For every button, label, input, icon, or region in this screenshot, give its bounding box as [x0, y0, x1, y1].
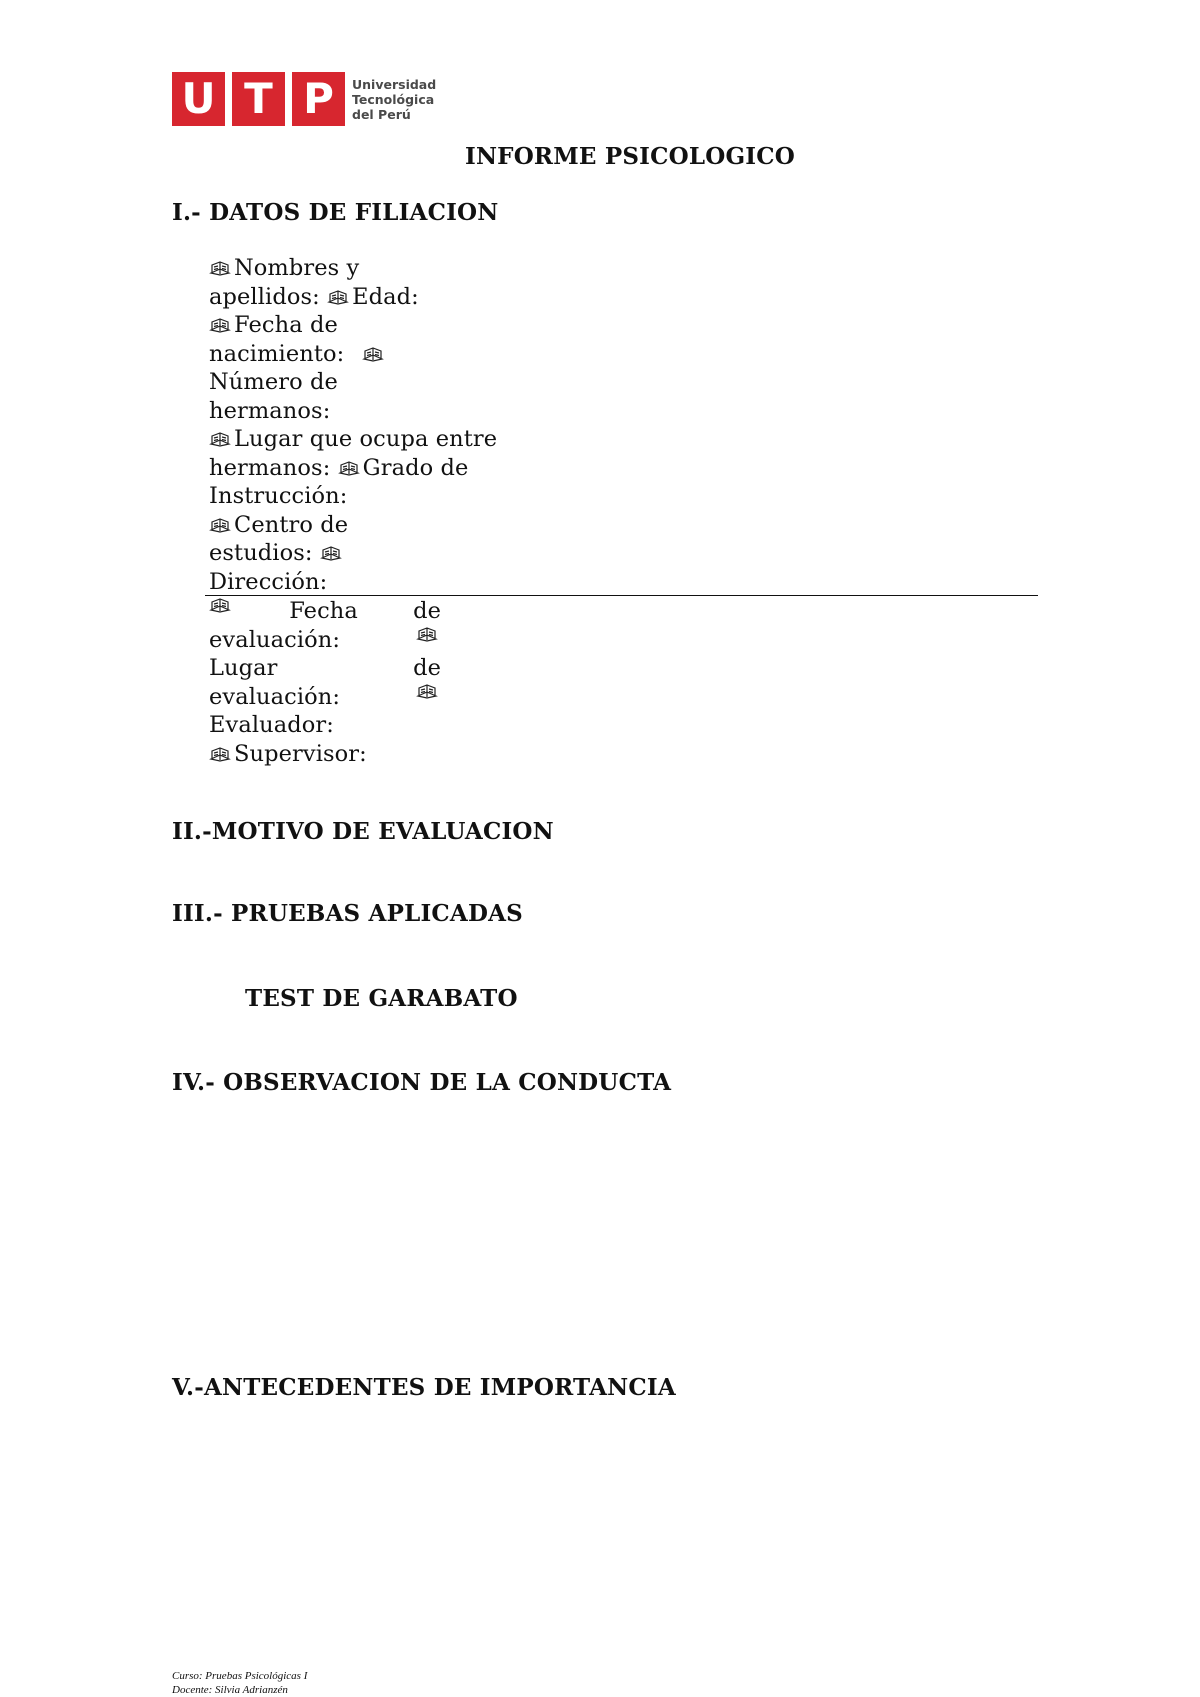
list-line	[209, 711, 529, 740]
book-bullet-icon	[209, 317, 231, 333]
book-bullet-icon	[209, 260, 231, 276]
field-label-de: de	[413, 598, 441, 624]
list-line	[209, 482, 529, 511]
field-label-estudios: estudios:	[209, 540, 313, 566]
list-line	[209, 597, 441, 626]
field-label-grado: Grado de	[362, 454, 469, 481]
list-line	[209, 568, 529, 597]
list-line	[209, 626, 441, 655]
book-bullet-icon	[416, 626, 438, 642]
field-label-evaluacion: evaluación:	[209, 626, 341, 653]
list-line	[209, 254, 529, 283]
page-footer	[172, 1669, 307, 1697]
test-name: TEST DE GARABATO	[245, 985, 518, 1012]
book-bullet-icon	[209, 746, 231, 762]
list-line	[209, 654, 441, 683]
field-label-de-2: de	[413, 655, 441, 681]
list-line	[209, 368, 529, 397]
list-line	[209, 683, 441, 712]
evaluacion-list	[209, 597, 529, 768]
horizontal-rule	[205, 595, 1038, 596]
list-line	[209, 340, 529, 369]
field-label-centro: Centro de	[234, 511, 349, 538]
filiacion-list	[209, 254, 529, 596]
section-heading-pruebas: III.- PRUEBAS APLICADAS	[172, 900, 523, 927]
field-label-hermanos: hermanos:	[209, 397, 331, 424]
section-heading-observacion: IV.- OBSERVACION DE LA CONDUCTA	[172, 1069, 672, 1096]
list-line	[209, 454, 529, 483]
list-line	[209, 740, 529, 769]
list-line	[209, 311, 529, 340]
logo-letter-p: P	[292, 72, 345, 126]
field-label-evaluador: Evaluador:	[209, 712, 334, 738]
field-label-fecha-eval: Fecha	[289, 598, 358, 624]
field-label-fecha-nac: Fecha de	[234, 312, 338, 338]
list-line	[209, 425, 529, 454]
footer-curso: Curso: Pruebas Psicológicas I	[172, 1670, 308, 1682]
section-heading-datos-filiacion: I.- DATOS DE FILIACION	[172, 199, 499, 226]
field-label-nombres: Nombres y	[234, 255, 360, 281]
logo-university-name	[352, 77, 436, 122]
footer-docente: Docente: Silvia Adrianzén	[172, 1684, 288, 1696]
list-line	[209, 397, 529, 426]
field-label-lugar-eval: Lugar	[209, 655, 278, 681]
field-label-direccion: Dirección:	[209, 568, 328, 595]
field-label-numero: Número de	[209, 369, 338, 395]
field-label-instruccion: Instrucción:	[209, 483, 348, 509]
list-line	[209, 511, 529, 540]
section-heading-motivo: II.-MOTIVO DE EVALUACION	[172, 818, 554, 845]
utp-logo	[172, 72, 437, 127]
field-label-apellidos: apellidos:	[209, 283, 320, 310]
field-label-lugar-ocupa: Lugar que ocupa entre	[234, 426, 498, 452]
logo-name-line-2: Tecnológica	[352, 92, 435, 107]
field-label-edad: Edad:	[352, 283, 419, 310]
list-line	[209, 539, 529, 568]
field-label-supervisor: Supervisor:	[234, 740, 367, 767]
field-label-evaluacion-2: evaluación:	[209, 683, 341, 710]
list-line	[209, 283, 529, 312]
book-bullet-icon	[209, 597, 231, 613]
book-bullet-icon	[338, 460, 360, 476]
section-heading-antecedentes: V.-ANTECEDENTES DE IMPORTANCIA	[172, 1374, 676, 1401]
document-title: INFORME PSICOLOGICO	[464, 143, 795, 170]
field-label-nacimiento: nacimiento:	[209, 340, 345, 367]
logo-letter-t: T	[232, 72, 285, 126]
book-bullet-icon	[209, 517, 231, 533]
logo-letter-u: U	[172, 72, 225, 126]
book-bullet-icon	[320, 545, 342, 561]
book-bullet-icon	[362, 346, 384, 362]
book-bullet-icon	[327, 289, 349, 305]
book-bullet-icon	[209, 431, 231, 447]
logo-name-line-3: del Perú	[352, 107, 411, 122]
field-label-hermanos-2: hermanos:	[209, 454, 331, 481]
book-bullet-icon	[416, 683, 438, 699]
logo-name-line-1: Universidad	[352, 77, 437, 92]
